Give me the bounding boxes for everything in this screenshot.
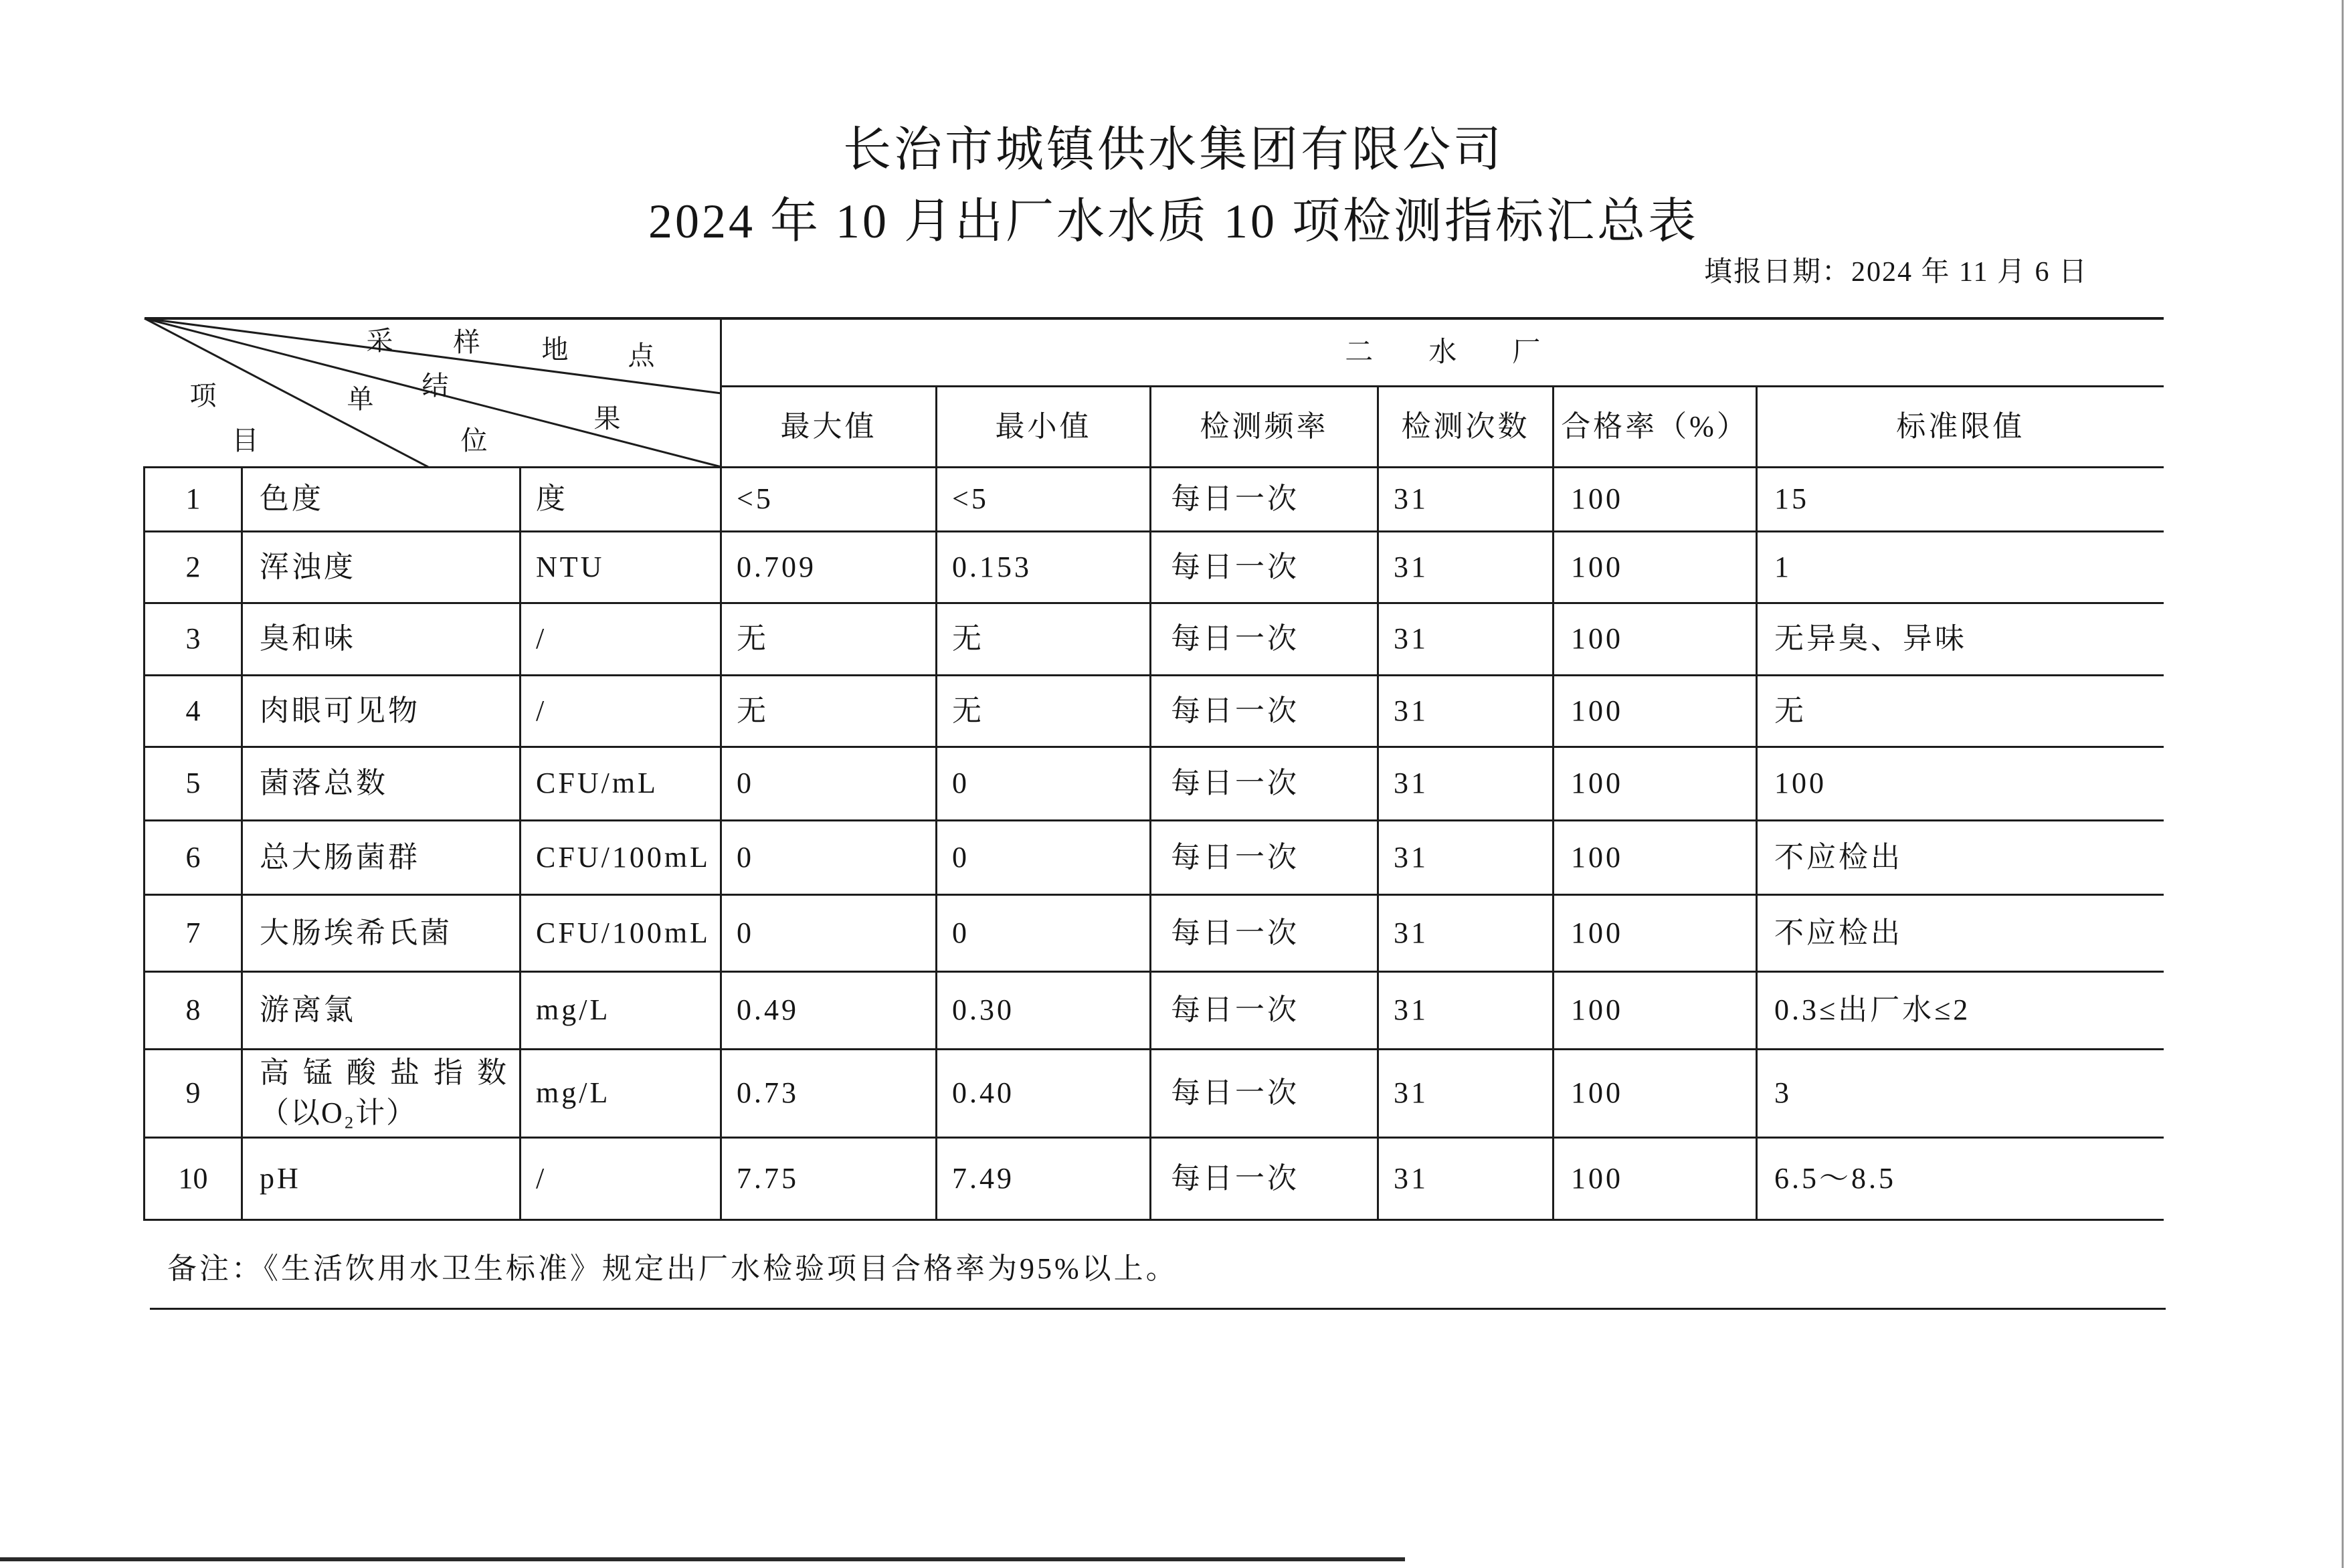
cell-max: 7.75 xyxy=(721,1137,937,1219)
cell-no: 8 xyxy=(145,971,242,1049)
cell-pass-rate: 100 xyxy=(1554,603,1757,675)
cell-pass-rate: 100 xyxy=(1554,1137,1757,1219)
cell-unit: CFU/100mL xyxy=(521,894,721,971)
corner-header xyxy=(145,320,719,460)
cell-item xyxy=(242,1049,521,1137)
corner-char: 样 xyxy=(453,327,480,357)
cell-min: 0.40 xyxy=(937,1049,1151,1137)
cell-no: 5 xyxy=(145,747,242,820)
cell-no: 3 xyxy=(145,603,242,675)
cell-count: 31 xyxy=(1378,894,1554,971)
cell-pass-rate: 100 xyxy=(1554,1049,1757,1137)
cell-count: 31 xyxy=(1378,1049,1554,1137)
plant-header: 二水厂 xyxy=(721,318,2164,386)
column-header-pass-rate: 合格率（%） xyxy=(1554,386,1757,467)
cell-unit: mg/L xyxy=(521,1049,721,1137)
scan-edge-bottom xyxy=(0,1557,1405,1561)
cell-item: 色度 xyxy=(242,467,521,531)
corner-char: 单 xyxy=(347,384,374,414)
cell-max: 0.49 xyxy=(721,971,937,1049)
table-row xyxy=(145,1137,2164,1219)
cell-min: 0 xyxy=(937,820,1151,894)
cell-pass-rate: 100 xyxy=(1554,531,1757,603)
cell-min: 0 xyxy=(937,747,1151,820)
corner-char: 采 xyxy=(366,326,393,356)
column-header-count: 检测次数 xyxy=(1378,386,1554,467)
cell-item: 菌落总数 xyxy=(242,747,521,820)
cell-item: 大肠埃希氏菌 xyxy=(242,894,521,971)
cell-frequency: 每日一次 xyxy=(1151,675,1378,747)
cell-max: <5 xyxy=(721,467,937,531)
cell-unit: NTU xyxy=(521,531,721,603)
cell-pass-rate: 100 xyxy=(1554,971,1757,1049)
bottom-rule xyxy=(150,1308,2166,1310)
table-row xyxy=(145,971,2164,1049)
cell-standard: 无异臭、异味 xyxy=(1757,603,2164,675)
cell-count: 31 xyxy=(1378,1137,1554,1219)
cell-item: 肉眼可见物 xyxy=(242,675,521,747)
cell-no: 6 xyxy=(145,820,242,894)
table-row xyxy=(145,603,2164,675)
corner-char: 目 xyxy=(231,425,259,456)
corner-char: 结 xyxy=(421,371,449,401)
item-line-2: （以O₂计） xyxy=(260,1096,417,1129)
cell-no: 1 xyxy=(145,467,242,531)
cell-no: 9 xyxy=(145,1049,242,1137)
cell-pass-rate: 100 xyxy=(1554,747,1757,820)
header-row-plant xyxy=(145,318,2164,386)
cell-standard: 无 xyxy=(1757,675,2164,747)
corner-char: 果 xyxy=(593,403,621,433)
table-row xyxy=(145,894,2164,971)
cell-max: 0.73 xyxy=(721,1049,937,1137)
report-date: 填报日期：2024 年 11 月 6 日 xyxy=(1704,257,2088,288)
cell-standard: 不应检出 xyxy=(1757,820,2164,894)
column-header-frequency: 检测频率 xyxy=(1151,386,1378,467)
water-quality-summary-table xyxy=(143,317,2164,1221)
corner-header-cell xyxy=(145,318,721,467)
table-row xyxy=(145,675,2164,747)
table-row xyxy=(145,820,2164,894)
cell-standard: 不应检出 xyxy=(1757,894,2164,971)
table-row xyxy=(145,467,2164,531)
cell-frequency: 每日一次 xyxy=(1151,971,1378,1049)
cell-unit: CFU/100mL xyxy=(521,820,721,894)
cell-frequency: 每日一次 xyxy=(1151,603,1378,675)
cell-pass-rate: 100 xyxy=(1554,467,1757,531)
cell-max: 0.709 xyxy=(721,531,937,603)
cell-frequency: 每日一次 xyxy=(1151,1049,1378,1137)
table-row xyxy=(145,747,2164,820)
cell-item: pH xyxy=(242,1137,521,1219)
cell-standard: 6.5～8.5 xyxy=(1757,1137,2164,1219)
cell-frequency: 每日一次 xyxy=(1151,531,1378,603)
cell-unit: / xyxy=(521,603,721,675)
cell-min: 0.153 xyxy=(937,531,1151,603)
cell-max: 无 xyxy=(721,603,937,675)
cell-min: 无 xyxy=(937,603,1151,675)
cell-item: 游离氯 xyxy=(242,971,521,1049)
item-line-1: 高锰酸盐指数 xyxy=(260,1056,521,1089)
cell-standard: 1 xyxy=(1757,531,2164,603)
cell-no: 10 xyxy=(145,1137,242,1219)
cell-count: 31 xyxy=(1378,603,1554,675)
cell-unit: CFU/mL xyxy=(521,747,721,820)
cell-count: 31 xyxy=(1378,675,1554,747)
cell-standard: 100 xyxy=(1757,747,2164,820)
cell-frequency: 每日一次 xyxy=(1151,747,1378,820)
cell-frequency: 每日一次 xyxy=(1151,894,1378,971)
footnote: 备注：《生活饮用水卫生标准》规定出厂水检验项目合格率为95%以上。 xyxy=(167,1252,1178,1285)
cell-pass-rate: 100 xyxy=(1554,820,1757,894)
corner-char: 位 xyxy=(460,425,488,456)
cell-standard: 0.3≤出厂水≤2 xyxy=(1757,971,2164,1049)
cell-min: 0 xyxy=(937,894,1151,971)
column-header-standard: 标准限值 xyxy=(1757,386,2164,467)
table-body xyxy=(145,467,2164,1219)
cell-standard: 15 xyxy=(1757,467,2164,531)
cell-frequency: 每日一次 xyxy=(1151,820,1378,894)
corner-char: 地 xyxy=(541,334,569,365)
column-header-min: 最小值 xyxy=(937,386,1151,467)
cell-count: 31 xyxy=(1378,747,1554,820)
cell-unit: / xyxy=(521,1137,721,1219)
cell-max: 0 xyxy=(721,820,937,894)
cell-item: 臭和味 xyxy=(242,603,521,675)
cell-frequency: 每日一次 xyxy=(1151,1137,1378,1219)
table-row xyxy=(145,1049,2164,1137)
cell-min: 无 xyxy=(937,675,1151,747)
cell-unit: 度 xyxy=(521,467,721,531)
cell-no: 7 xyxy=(145,894,242,971)
cell-no: 2 xyxy=(145,531,242,603)
cell-pass-rate: 100 xyxy=(1554,675,1757,747)
cell-count: 31 xyxy=(1378,467,1554,531)
cell-unit: mg/L xyxy=(521,971,721,1049)
cell-count: 31 xyxy=(1378,531,1554,603)
cell-pass-rate: 100 xyxy=(1554,894,1757,971)
cell-no: 4 xyxy=(145,675,242,747)
cell-unit: / xyxy=(521,675,721,747)
column-header-max: 最大值 xyxy=(721,386,937,467)
cell-min: 0.30 xyxy=(937,971,1151,1049)
table-row xyxy=(145,531,2164,603)
cell-standard: 3 xyxy=(1757,1049,2164,1137)
cell-item: 总大肠菌群 xyxy=(242,820,521,894)
corner-char: 项 xyxy=(189,381,217,411)
cell-item: 浑浊度 xyxy=(242,531,521,603)
cell-count: 31 xyxy=(1378,820,1554,894)
report-title: 2024 年 10 月出厂水水质 10 项检测指标汇总表 xyxy=(648,195,1699,248)
cell-min: <5 xyxy=(937,467,1151,531)
cell-max: 0 xyxy=(721,894,937,971)
cell-min: 7.49 xyxy=(937,1137,1151,1219)
company-title: 长治市城镇供水集团有限公司 xyxy=(842,123,1504,177)
corner-char: 点 xyxy=(628,340,655,371)
cell-max: 0 xyxy=(721,747,937,820)
cell-count: 31 xyxy=(1378,971,1554,1049)
cell-frequency: 每日一次 xyxy=(1151,467,1378,531)
scan-edge-right xyxy=(2342,0,2344,1568)
cell-max: 无 xyxy=(721,675,937,747)
